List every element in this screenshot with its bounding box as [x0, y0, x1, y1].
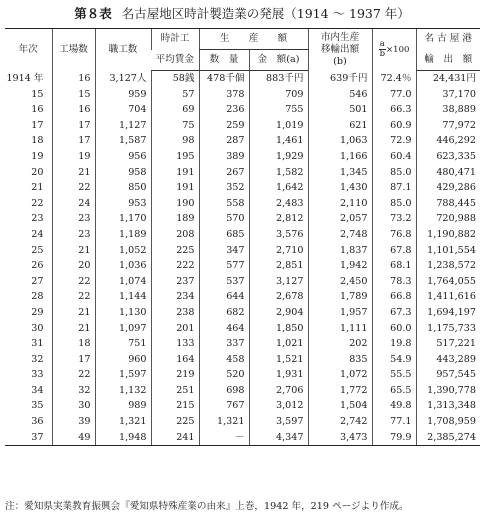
header-amount: 金 額(a): [249, 50, 308, 71]
table-row: [5, 180, 480, 196]
cell-workers: 1,036: [95, 258, 151, 274]
cell-transfer: 501: [308, 102, 372, 118]
table-row: [5, 165, 480, 181]
cell-ratio: 19.8: [372, 336, 416, 352]
cell-wage: 98: [151, 133, 199, 149]
cell-amount: 3,597: [249, 414, 308, 430]
table-row: [5, 352, 480, 368]
cell-volume: 337: [199, 336, 249, 352]
cell-factories: 39: [52, 414, 95, 430]
cell-port-export: 38,889: [416, 102, 480, 118]
cell-transfer: 2,057: [308, 211, 372, 227]
cell-ratio: 68.1: [372, 258, 416, 274]
cell-transfer: 1,837: [308, 243, 372, 259]
header-transfer-bottom: 移輸出額: [320, 43, 360, 55]
cell-volume: 558: [199, 196, 249, 212]
cell-transfer: 835: [308, 352, 372, 368]
cell-workers: 1,097: [95, 321, 151, 337]
cell-amount: 2,851: [249, 258, 308, 274]
cell-factories: 20: [52, 258, 95, 274]
table-row: [5, 274, 480, 290]
header-factories: 工場数: [52, 29, 95, 71]
cell-ratio: 54.9: [372, 352, 416, 368]
cell-year: 34: [31, 384, 44, 396]
cell-wage: 58銭: [151, 71, 199, 87]
header-workers: 職工数: [95, 29, 151, 71]
cell-amount: 2,812: [249, 211, 308, 227]
cell-port-export: 1,175,733: [416, 321, 480, 337]
cell-amount: 3,127: [249, 274, 308, 290]
table-row: [5, 133, 480, 149]
cell-amount: 883千円: [249, 71, 308, 87]
header-port-bottom: 輸 出 額: [416, 50, 480, 71]
cell-volume: 1,321: [199, 414, 249, 430]
cell-volume: 259: [199, 118, 249, 134]
cell-port-export: 1,313,348: [416, 398, 480, 414]
cell-port-export: 957,545: [416, 367, 480, 383]
table-row: [5, 430, 480, 446]
cell-ratio: 77.0: [372, 87, 416, 103]
cell-volume: 767: [199, 398, 249, 414]
cell-volume: 478千個: [199, 71, 249, 87]
cell-volume: 389: [199, 149, 249, 165]
cell-amount: 2,710: [249, 243, 308, 259]
table-title: [0, 4, 484, 22]
table-row: [5, 336, 480, 352]
header-year: 年次: [5, 29, 52, 71]
cell-amount: 2,904: [249, 305, 308, 321]
cell-port-export: 788,445: [416, 196, 480, 212]
table-row: [5, 102, 480, 118]
cell-port-export: 24,431円: [416, 71, 480, 87]
cell-transfer: 1,430: [308, 180, 372, 196]
cell-transfer: 621: [308, 118, 372, 134]
cell-year: 18: [31, 135, 44, 147]
cell-workers: 850: [95, 180, 151, 196]
cell-wage: 189: [151, 211, 199, 227]
cell-year: 22: [31, 197, 44, 209]
cell-port-export: 1,101,554: [416, 243, 480, 259]
cell-port-export: 1,708,959: [416, 414, 480, 430]
header-port-top: 名 古 屋 港: [416, 29, 480, 50]
cell-wage: 133: [151, 336, 199, 352]
cell-amount: 1,021: [249, 336, 308, 352]
cell-ratio: 55.5: [372, 367, 416, 383]
header-volume: 数 量: [199, 50, 249, 71]
cell-port-export: 1,190,882: [416, 227, 480, 243]
cell-workers: 3,127人: [95, 71, 151, 87]
cell-transfer: 1,166: [308, 149, 372, 165]
cell-amount: 1,931: [249, 367, 308, 383]
cell-volume: 682: [199, 305, 249, 321]
cell-factories: 18: [52, 336, 95, 352]
cell-workers: 751: [95, 336, 151, 352]
table-row: [5, 71, 480, 87]
cell-workers: 989: [95, 398, 151, 414]
header-wage-bottom: 平均賃金: [151, 50, 199, 71]
cell-workers: 1,597: [95, 367, 151, 383]
cell-wage: 75: [151, 118, 199, 134]
cell-factories: 21: [52, 243, 95, 259]
cell-factories: 16: [52, 102, 95, 118]
cell-factories: 22: [52, 367, 95, 383]
cell-ratio: 85.0: [372, 196, 416, 212]
table-row: [5, 87, 480, 103]
table-row: [5, 289, 480, 305]
cell-wage: 57: [151, 87, 199, 103]
cell-workers: 956: [95, 149, 151, 165]
cell-port-export: 1,411,616: [416, 289, 480, 305]
table-caption: 名古屋地区時計製造業の発展（1914 ～ 1937 年）: [121, 6, 410, 21]
cell-wage: 201: [151, 321, 199, 337]
cell-volume: 685: [199, 227, 249, 243]
cell-amount: 1,019: [249, 118, 308, 134]
cell-year: 23: [31, 213, 44, 225]
cell-year: 25: [31, 244, 44, 256]
cell-year: 19: [31, 150, 44, 162]
cell-volume: 577: [199, 258, 249, 274]
cell-factories: 21: [52, 321, 95, 337]
cell-port-export: 2,385,274: [416, 430, 480, 446]
cell-transfer: 2,450: [308, 274, 372, 290]
cell-amount: 1,929: [249, 149, 308, 165]
ratio-times: ×100: [386, 45, 410, 56]
cell-port-export: 429,286: [416, 180, 480, 196]
cell-year: 31: [31, 338, 44, 350]
cell-workers: 1,052: [95, 243, 151, 259]
cell-workers: 1,132: [95, 383, 151, 399]
cell-factories: 32: [52, 383, 95, 399]
cell-year: 26: [31, 260, 44, 272]
cell-volume: 520: [199, 367, 249, 383]
cell-amount: 1,582: [249, 165, 308, 181]
cell-amount: 1,642: [249, 180, 308, 196]
cell-year: 16: [31, 104, 44, 116]
cell-factories: 23: [52, 211, 95, 227]
cell-amount: 1,461: [249, 133, 308, 149]
header-transfer-top: 市内生産: [320, 31, 360, 43]
cell-port-export: 1,694,197: [416, 305, 480, 321]
cell-transfer: 2,742: [308, 414, 372, 430]
cell-year: 37: [5, 430, 52, 446]
cell-year: 17: [31, 119, 44, 131]
cell-wage: 241: [151, 430, 199, 446]
cell-port-export: 1,238,572: [416, 258, 480, 274]
ratio-denominator: b: [379, 49, 386, 60]
cell-ratio: 76.8: [372, 227, 416, 243]
table-row: [5, 149, 480, 165]
cell-factories: 23: [52, 227, 95, 243]
cell-wage: 251: [151, 383, 199, 399]
cell-transfer: 1,789: [308, 289, 372, 305]
table-row: [5, 383, 480, 399]
cell-volume: 698: [199, 383, 249, 399]
cell-factories: 17: [52, 118, 95, 134]
cell-workers: 1,144: [95, 289, 151, 305]
cell-amount: 3,576: [249, 227, 308, 243]
cell-ratio: 67.8: [372, 243, 416, 259]
cell-wage: 215: [151, 398, 199, 414]
cell-year: 36: [31, 416, 44, 428]
cell-factories: 19: [52, 149, 95, 165]
cell-transfer: 1,072: [308, 367, 372, 383]
cell-wage: 164: [151, 352, 199, 368]
cell-wage: 222: [151, 258, 199, 274]
header-wage-top: 時計工: [151, 29, 199, 50]
cell-amount: 1,850: [249, 321, 308, 337]
cell-ratio: 77.1: [372, 414, 416, 430]
header-ratio: [372, 29, 416, 71]
cell-port-export: 1,390,778: [416, 383, 480, 399]
cell-volume: 464: [199, 321, 249, 337]
cell-transfer: 202: [308, 336, 372, 352]
table-row: [5, 227, 480, 243]
cell-amount: 709: [249, 87, 308, 103]
cell-transfer: 1,063: [308, 133, 372, 149]
cell-volume: 570: [199, 211, 249, 227]
cell-ratio: 49.8: [372, 398, 416, 414]
cell-wage: 195: [151, 149, 199, 165]
cell-year: 15: [31, 88, 44, 100]
cell-ratio: 60.4: [372, 149, 416, 165]
cell-port-export: 623,335: [416, 149, 480, 165]
cell-year: 24: [31, 228, 44, 240]
cell-amount: 2,706: [249, 383, 308, 399]
cell-workers: 1,189: [95, 227, 151, 243]
table-row: [5, 398, 480, 414]
cell-year: 33: [31, 369, 44, 381]
cell-year: 21: [31, 182, 44, 194]
cell-factories: 21: [52, 165, 95, 181]
cell-ratio: 79.9: [372, 430, 416, 446]
cell-year: 32: [31, 353, 44, 365]
cell-factories: 49: [52, 430, 95, 446]
cell-volume: 378: [199, 87, 249, 103]
cell-ratio: 73.2: [372, 211, 416, 227]
cell-transfer: 1,772: [308, 383, 372, 399]
table-row: [5, 196, 480, 212]
table-row: [5, 367, 480, 383]
cell-factories: 22: [52, 289, 95, 305]
cell-port-export: 446,292: [416, 133, 480, 149]
ratio-numerator: a: [379, 39, 385, 50]
data-table: [5, 28, 480, 446]
header-production: 生 産 額: [199, 29, 308, 50]
cell-port-export: 77,972: [416, 118, 480, 134]
cell-workers: 704: [95, 102, 151, 118]
table-row: [5, 118, 480, 134]
cell-transfer: 2,110: [308, 196, 372, 212]
cell-amount: 4,347: [249, 430, 308, 446]
cell-ratio: 87.1: [372, 180, 416, 196]
cell-transfer: 1,111: [308, 321, 372, 337]
cell-year: 28: [31, 291, 44, 303]
cell-ratio: 67.3: [372, 305, 416, 321]
cell-amount: 2,678: [249, 289, 308, 305]
cell-transfer: 639千円: [308, 71, 372, 87]
cell-workers: 958: [95, 165, 151, 181]
cell-port-export: 517,221: [416, 336, 480, 352]
cell-port-export: 443,289: [416, 352, 480, 368]
cell-factories: 21: [52, 305, 95, 321]
table-row: [5, 414, 480, 430]
cell-workers: 1,074: [95, 274, 151, 290]
table-row: [5, 258, 480, 274]
cell-port-export: 480,471: [416, 165, 480, 181]
source-note: 注：愛知県実業教育振興会『愛知県特殊産業の由来』上巻，1942 年，219 ページより作成。: [5, 501, 409, 512]
cell-volume: 347: [199, 243, 249, 259]
cell-ratio: 85.0: [372, 165, 416, 181]
cell-workers: 953: [95, 196, 151, 212]
table-header: [5, 29, 480, 71]
cell-year: 1914 年: [6, 72, 44, 84]
cell-amount: 755: [249, 102, 308, 118]
cell-volume: 236: [199, 102, 249, 118]
cell-year: 35: [31, 400, 44, 412]
cell-workers: 959: [95, 87, 151, 103]
cell-wage: 208: [151, 227, 199, 243]
cell-transfer: 2,748: [308, 227, 372, 243]
cell-wage: 225: [151, 414, 199, 430]
header-transfer: [308, 29, 372, 71]
cell-transfer: 1,957: [308, 305, 372, 321]
cell-factories: 22: [52, 274, 95, 290]
cell-wage: 219: [151, 367, 199, 383]
cell-wage: 237: [151, 274, 199, 290]
cell-ratio: 65.5: [372, 383, 416, 399]
cell-wage: 191: [151, 180, 199, 196]
header-transfer-b: (b): [333, 55, 347, 67]
cell-amount: 1,521: [249, 352, 308, 368]
cell-workers: 960: [95, 352, 151, 368]
cell-workers: 1,127: [95, 118, 151, 134]
ratio-fraction: [379, 40, 386, 59]
cell-workers: 1,170: [95, 211, 151, 227]
cell-year: 29: [31, 306, 44, 318]
cell-ratio: 72.9: [372, 133, 416, 149]
cell-ratio: 78.3: [372, 274, 416, 290]
cell-ratio: 60.0: [372, 321, 416, 337]
cell-transfer: 546: [308, 87, 372, 103]
cell-amount: 2,483: [249, 196, 308, 212]
cell-factories: 17: [52, 352, 95, 368]
cell-factories: 16: [52, 71, 95, 87]
table-body: [5, 71, 480, 446]
cell-transfer: 1,942: [308, 258, 372, 274]
cell-wage: 234: [151, 289, 199, 305]
cell-volume: 458: [199, 352, 249, 368]
cell-ratio: 72.4％: [372, 71, 416, 87]
cell-ratio: 60.9: [372, 118, 416, 134]
cell-volume: 267: [199, 165, 249, 181]
cell-wage: 238: [151, 305, 199, 321]
table-row: [5, 243, 480, 259]
cell-volume: 352: [199, 180, 249, 196]
cell-volume: 537: [199, 274, 249, 290]
table-row: [5, 305, 480, 321]
cell-transfer: 1,504: [308, 398, 372, 414]
cell-wage: 191: [151, 165, 199, 181]
table-row: [5, 211, 480, 227]
cell-factories: 22: [52, 180, 95, 196]
table-number: 第８表: [74, 6, 112, 21]
cell-workers: 1,948: [95, 430, 151, 446]
cell-year: 27: [31, 275, 44, 287]
cell-transfer: 1,345: [308, 165, 372, 181]
cell-wage: 190: [151, 196, 199, 212]
cell-factories: 17: [52, 133, 95, 149]
cell-workers: 1,321: [95, 414, 151, 430]
cell-workers: 1,587: [95, 133, 151, 149]
cell-wage: 69: [151, 102, 199, 118]
cell-year: 30: [31, 322, 44, 334]
table-row: [5, 321, 480, 337]
cell-port-export: 720,988: [416, 211, 480, 227]
cell-ratio: 66.3: [372, 102, 416, 118]
cell-transfer: 3,473: [308, 430, 372, 446]
cell-factories: 30: [52, 398, 95, 414]
cell-port-export: 37,170: [416, 87, 480, 103]
cell-wage: 225: [151, 243, 199, 259]
cell-volume: 287: [199, 133, 249, 149]
cell-factories: 24: [52, 196, 95, 212]
cell-ratio: 66.8: [372, 289, 416, 305]
cell-amount: 3,012: [249, 398, 308, 414]
cell-year: 20: [31, 166, 44, 178]
cell-port-export: 1,764,055: [416, 274, 480, 290]
cell-factories: 15: [52, 87, 95, 103]
cell-volume: 644: [199, 289, 249, 305]
cell-volume: －: [199, 430, 249, 446]
cell-workers: 1,130: [95, 305, 151, 321]
